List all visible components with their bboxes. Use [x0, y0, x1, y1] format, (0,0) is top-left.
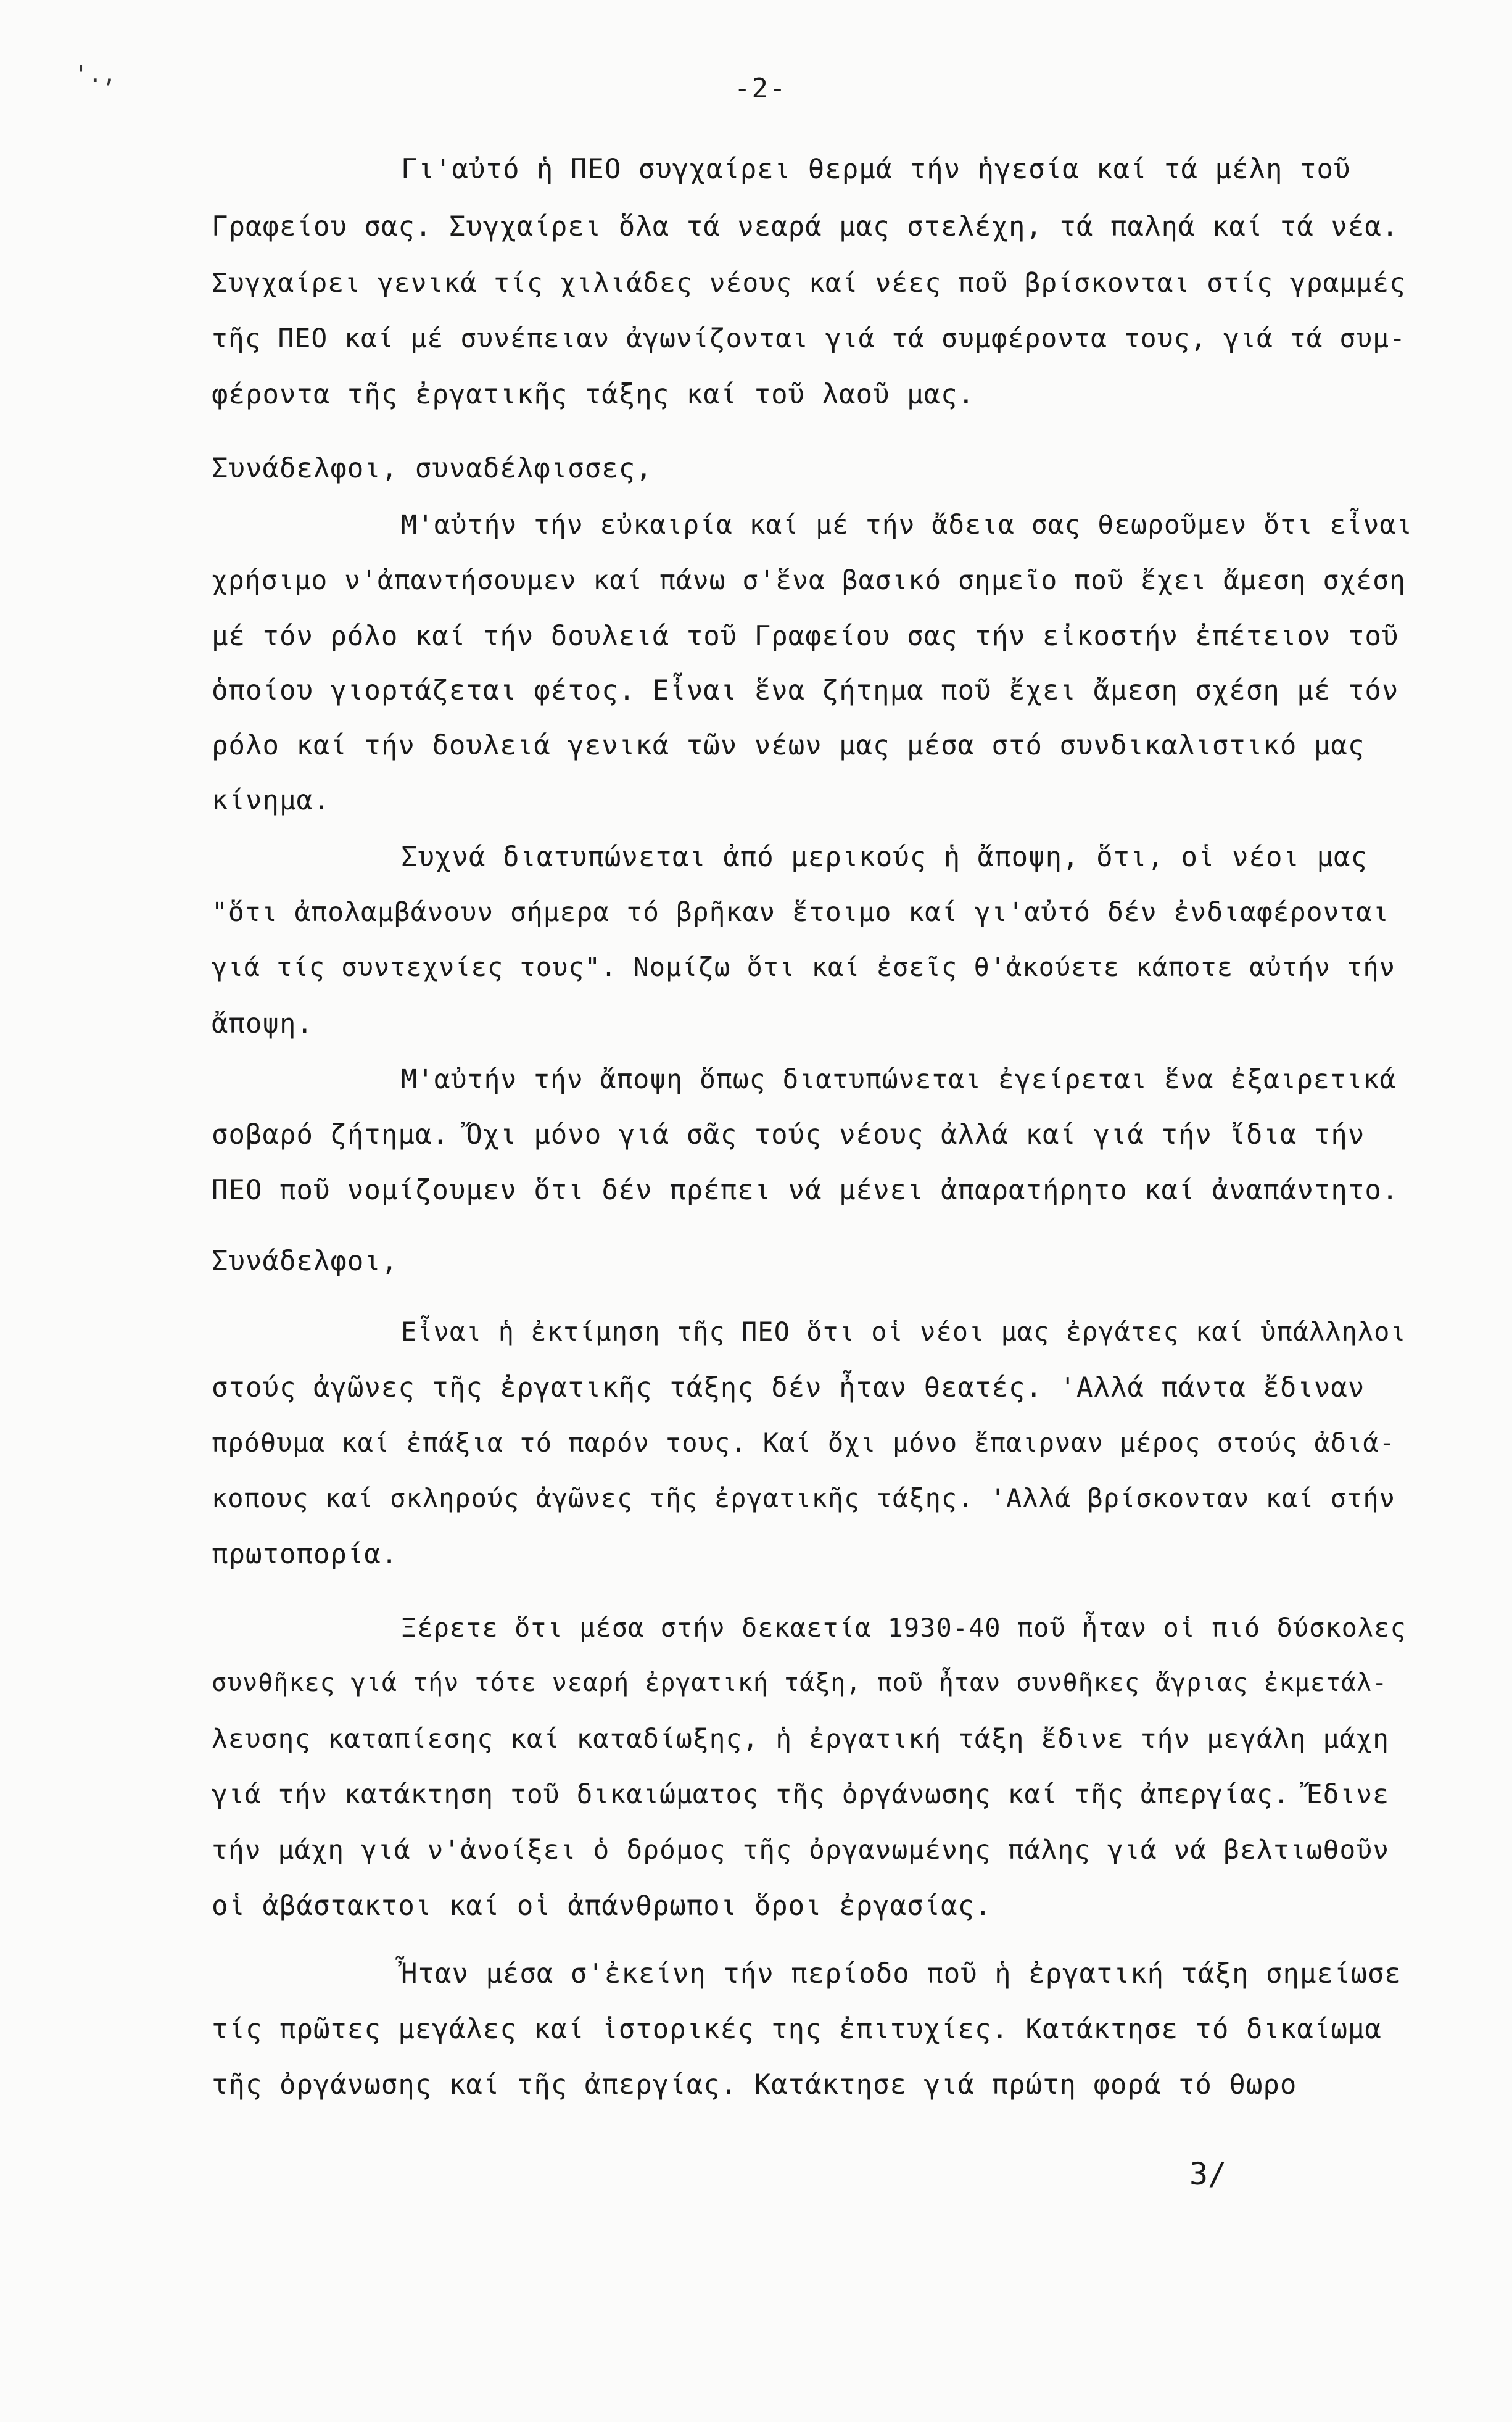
text-line: ΠΕΟ ποῦ νομίζουμεν ὅτι δέν πρέπει νά μένει ἀπαρατήρητο καί ἀναπάντητο.: [212, 1175, 1399, 1206]
text-line: "ὅτι ἀπολαμβάνουν σήμερα τό βρῆκαν ἕτοιμο καί γι'αὐτό δέν ἐνδιαφέρονται: [212, 897, 1390, 928]
continuation-marker: 3/: [1189, 2156, 1227, 2192]
text-line: Μ'αὐτήν τήν εὐκαιρία καί μέ τήν ἄδεια σας θεωροῦμεν ὅτι εἶναι: [401, 510, 1413, 540]
corner-marks: '.,: [74, 60, 117, 88]
text-line: κοπους καί σκληρούς ἀγῶνες τῆς ἐργατικῆς τάξης. 'Αλλά βρίσκονταν καί στήν: [212, 1483, 1395, 1513]
salutation: Συνάδελφοι,: [212, 1246, 399, 1277]
text-line: πρόθυμα καί ἐπάξια τό παρόν τους. Καί ὄχι μόνο ἔπαιρναν μέρος στούς ἀδιά-: [212, 1428, 1395, 1458]
text-line: στούς ἀγῶνες τῆς ἐργατικῆς τάξης δέν ἦταν θεατές. 'Αλλά πάντα ἔδιναν: [212, 1372, 1365, 1403]
text-line: οἱ ἀβάστακτοι καί οἱ ἀπάνθρωποι ὅροι ἐργασίας.: [212, 1890, 992, 1922]
text-line: χρήσιμο ν'ἀπαντήσουμεν καί πάνω σ'ἕνα βασικό σημεῖο ποῦ ἔχει ἄμεση σχέση: [212, 565, 1406, 596]
text-line: Συχνά διατυπώνεται ἀπό μερικούς ἡ ἄποψη, ὅτι, οἱ νέοι μας: [401, 841, 1368, 873]
text-line: τῆς ὀργάνωσης καί τῆς ἀπεργίας. Κατάκτησε γιά πρώτη φορά τό θωρο: [212, 2069, 1297, 2101]
text-line: Ἦταν μέσα σ'ἐκείνη τήν περίοδο ποῦ ἡ ἐργατική τάξη σημείωσε: [401, 1958, 1402, 1990]
text-line: τίς πρῶτες μεγάλες καί ἱστορικές της ἐπιτυχίες. Κατάκτησε τό δικαίωμα: [212, 2014, 1382, 2045]
text-line: Γραφείου σας. Συγχαίρει ὅλα τά νεαρά μας στελέχη, τά παληά καί τά νέα.: [212, 211, 1399, 242]
text-line: Μ'αὐτήν τήν ἄποψη ὅπως διατυπώνεται ἐγείρεται ἕνα ἐξαιρετικά: [401, 1064, 1397, 1095]
text-line: ἄποψη.: [212, 1008, 313, 1039]
text-line: Συγχαίρει γενικά τίς χιλιάδες νέους καί νέες ποῦ βρίσκονται στίς γραμμές: [212, 268, 1406, 299]
text-line: σοβαρό ζήτημα. Ὄχι μόνο γιά σᾶς τούς νέους ἀλλά καί γιά τήν ἴδια τήν: [212, 1119, 1365, 1151]
text-line: μέ τόν ρόλο καί τήν δουλειά τοῦ Γραφείου σας τήν εἰκοστήν ἐπέτειον τοῦ: [212, 621, 1399, 652]
text-line: ρόλο καί τήν δουλειά γενικά τῶν νέων μας μέσα στό συνδικαλιστικό μας: [212, 730, 1365, 761]
text-line: τῆς ΠΕΟ καί μέ συνέπειαν ἀγωνίζονται γιά τά συμφέροντα τους, γιά τά συμ-: [212, 323, 1406, 354]
text-line: λευσης καταπίεσης καί καταδίωξης, ἡ ἐργατική τάξη ἔδινε τήν μεγάλη μάχη: [212, 1724, 1390, 1755]
text-line: κίνημα.: [212, 785, 331, 816]
text-line: Ξέρετε ὅτι μέσα στήν δεκαετία 1930-40 ποῦ ἦταν οἱ πιό δύσκολες: [401, 1613, 1407, 1643]
text-line: πρωτοπορία.: [212, 1539, 399, 1570]
text-line: ὁποίου γιορτάζεται φέτος. Εἶναι ἕνα ζήτημα ποῦ ἔχει ἄμεση σχέση μέ τόν: [212, 675, 1399, 706]
text-line: Γι'αὐτό ἡ ΠΕΟ συγχαίρει θερμά τήν ἡγεσία καί τά μέλη τοῦ: [401, 154, 1351, 185]
text-line: τήν μάχη γιά ν'ἀνοίξει ὁ δρόμος τῆς ὀργανωμένης πάλης γιά νά βελτιωθοῦν: [212, 1835, 1390, 1866]
page-number: -2-: [734, 73, 787, 104]
text-line: Εἶναι ἡ ἐκτίμηση τῆς ΠΕΟ ὅτι οἱ νέοι μας ἐργάτες καί ὑπάλληλοι: [401, 1316, 1407, 1347]
text-line: γιά τήν κατάκτηση τοῦ δικαιώματος τῆς ὀργάνωσης καί τῆς ἀπεργίας. Ἔδινε: [212, 1779, 1390, 1810]
text-line: γιά τίς συντεχνίες τους". Νομίζω ὅτι καί ἐσεῖς θ'ἀκούετε κάποτε αὐτήν τήν: [212, 952, 1395, 982]
text-line: συνθῆκες γιά τήν τότε νεαρή ἐργατική τάξη, ποῦ ἦταν συνθῆκες ἄγριας ἐκμετάλ-: [212, 1669, 1388, 1697]
text-line: φέροντα τῆς ἐργατικῆς τάξης καί τοῦ λαοῦ μας.: [212, 379, 975, 410]
salutation: Συνάδελφοι, συναδέλφισσες,: [212, 453, 653, 484]
